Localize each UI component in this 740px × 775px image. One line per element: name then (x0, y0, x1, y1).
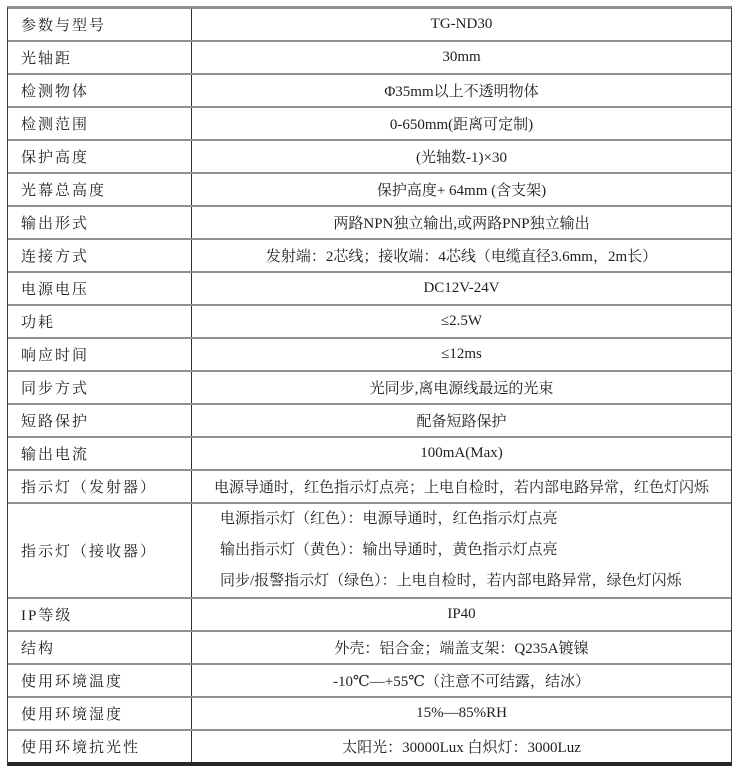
table-row (8, 598, 731, 631)
table-row (8, 305, 731, 338)
spec-value: ≤12ms (192, 338, 732, 371)
spec-label: 结构 (8, 631, 192, 664)
table-row (8, 272, 731, 305)
spec-label: 功耗 (8, 305, 192, 338)
table-row (8, 371, 731, 404)
spec-value: (光轴数-1)×30 (192, 140, 732, 173)
spec-value: 电源导通时，红色指示灯点亮；上电自检时，若内部电路异常，红色灯闪烁 (192, 470, 732, 503)
table-row (8, 730, 731, 762)
spec-value: 100mA(Max) (192, 437, 732, 470)
table-row (8, 470, 731, 503)
table-row (8, 697, 731, 730)
spec-table (7, 6, 732, 766)
table-row (8, 74, 731, 107)
spec-value: IP40 (192, 598, 732, 631)
spec-label: 短路保护 (8, 404, 192, 437)
spec-value: TG-ND30 (192, 9, 732, 41)
spec-label: 输出电流 (8, 437, 192, 470)
spec-value: Φ35mm以上不透明物体 (192, 74, 732, 107)
spec-label: 使用环境湿度 (8, 697, 192, 730)
spec-label: 指示灯（发射器） (8, 470, 192, 503)
table-row (8, 206, 731, 239)
spec-label: 检测范围 (8, 107, 192, 140)
spec-value: -10℃—+55℃（注意不可结露，结冰） (192, 664, 732, 697)
spec-value: 外壳：铝合金；端盖支架：Q235A镀镍 (192, 631, 732, 664)
table-row (8, 631, 731, 664)
table-row (8, 338, 731, 371)
spec-label: 保护高度 (8, 140, 192, 173)
spec-label: 响应时间 (8, 338, 192, 371)
spec-value: 太阳光：30000Lux 白炽灯：3000Luz (192, 730, 732, 762)
spec-table-grid (8, 9, 731, 762)
table-row (8, 140, 731, 173)
spec-value: 保护高度+ 64mm (含支架) (192, 173, 732, 206)
spec-table-body (8, 9, 731, 762)
spec-label: 参数与型号 (21, 18, 107, 34)
spec-value: 光同步,离电源线最远的光束 (192, 371, 732, 404)
spec-label: 连接方式 (8, 239, 192, 272)
spec-label: 检测物体 (8, 74, 192, 107)
spec-value: ≤2.5W (192, 305, 732, 338)
table-row (8, 503, 731, 598)
table-row (8, 173, 731, 206)
spec-value: 0-650mm(距离可定制) (192, 107, 732, 140)
spec-label: 电源电压 (8, 272, 192, 305)
spec-label: IP等级 (8, 598, 192, 631)
spec-value: 两路NPN独立输出,或两路PNP独立输出 (192, 206, 732, 239)
spec-value: DC12V-24V (192, 272, 732, 305)
table-row (8, 41, 731, 74)
spec-value: 配备短路保护 (192, 404, 732, 437)
spec-label: 输出形式 (8, 206, 192, 239)
table-row (8, 9, 731, 41)
table-row (8, 437, 731, 470)
spec-label: 光幕总高度 (8, 173, 192, 206)
spec-value: 15%—85%RH (192, 697, 732, 730)
table-row (8, 404, 731, 437)
spec-value-line: 电源指示灯（红色）：电源导通时，红色指示灯点亮 (220, 511, 558, 527)
spec-value-line: 输出指示灯（黄色）：输出导通时，黄色指示灯点亮 (220, 542, 558, 558)
spec-label: 使用环境抗光性 (8, 730, 192, 762)
spec-label: 光轴距 (8, 41, 192, 74)
table-row (8, 107, 731, 140)
spec-value: 30mm (192, 41, 732, 74)
spec-label: 使用环境温度 (8, 664, 192, 697)
spec-label: 同步方式 (8, 371, 192, 404)
table-row (8, 664, 731, 697)
spec-label: 指示灯（接收器） (8, 503, 192, 598)
spec-value: 发射端：2芯线；接收端：4芯线（电缆直径3.6mm，2m长） (192, 239, 732, 272)
spec-value (192, 503, 732, 598)
table-row (8, 239, 731, 272)
spec-value-line: 同步/报警指示灯（绿色）：上电自检时，若内部电路异常，绿色灯闪烁 (220, 573, 682, 589)
